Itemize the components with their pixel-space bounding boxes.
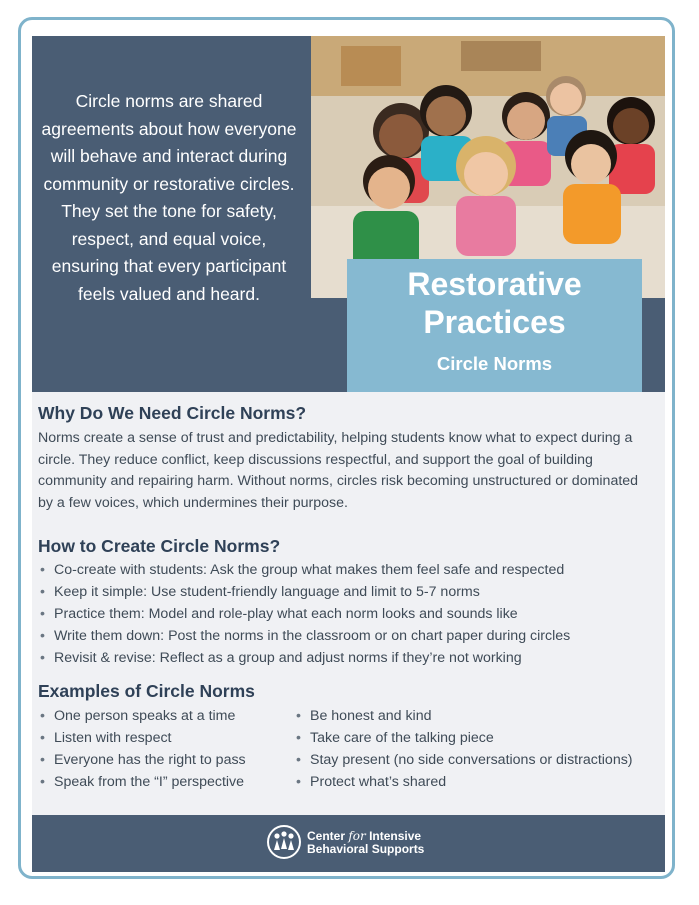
list-item: • Stay present (no side conversations or distractions) <box>294 749 633 771</box>
title-line-1: Restorative <box>407 266 582 302</box>
list-item: • Take care of the talking piece <box>294 727 633 749</box>
subtitle: Circle Norms <box>436 353 553 374</box>
org-name-part: Intensive <box>365 829 422 843</box>
org-logo-icon <box>266 824 302 860</box>
list-item: • Everyone has the right to pass <box>38 749 246 771</box>
why-heading: Why Do We Need Circle Norms? <box>38 403 307 423</box>
examples-right-list <box>294 705 633 793</box>
list-item: • Listen with respect <box>38 727 246 749</box>
list-item: • Co-create with students: Ask the group what makes them feel safe and respected <box>38 559 570 581</box>
org-name-part: Center <box>307 829 349 843</box>
org-name <box>307 830 424 856</box>
intro-text: Circle norms are shared agreements about how everyone will behave and interact during community or restorative circles. They set the tone for safety, respect, and equal voice, ensuring that every participant feels valued and heard. <box>41 91 297 304</box>
examples-heading: Examples of Circle Norms <box>38 681 255 701</box>
title-box <box>347 259 642 392</box>
list-item: • Keep it simple: Use student-friendly language and limit to 5-7 norms <box>38 581 570 603</box>
how-heading: How to Create Circle Norms? <box>38 536 281 556</box>
list-item: • Be honest and kind <box>294 705 633 727</box>
org-name-for: for <box>348 829 366 843</box>
list-item: • One person speaks at a time <box>38 705 246 727</box>
examples-left-list <box>38 705 246 793</box>
list-item: • Speak from the “I” perspective <box>38 771 246 793</box>
org-name-line-2: Behavioral Supports <box>307 842 425 856</box>
how-list <box>38 559 570 669</box>
why-paragraph: Norms create a sense of trust and predictability, helping students know what to expect during a circle. They reduce conflict, keep discussions respectful, and support the goal of building community and repairing harm. Without norms, circles risk becoming unstructured or dominated by a few voices, which undermines their purpose. <box>38 430 639 511</box>
title-line-2: Practices <box>423 304 566 340</box>
list-item: • Revisit & revise: Reflect as a group and adjust norms if they’re not working <box>38 647 570 669</box>
list-item: • Practice them: Model and role-play what each norm looks and sounds like <box>38 603 570 625</box>
list-item: • Write them down: Post the norms in the classroom or on chart paper during circles <box>38 625 570 647</box>
list-item: • Protect what’s shared <box>294 771 633 793</box>
